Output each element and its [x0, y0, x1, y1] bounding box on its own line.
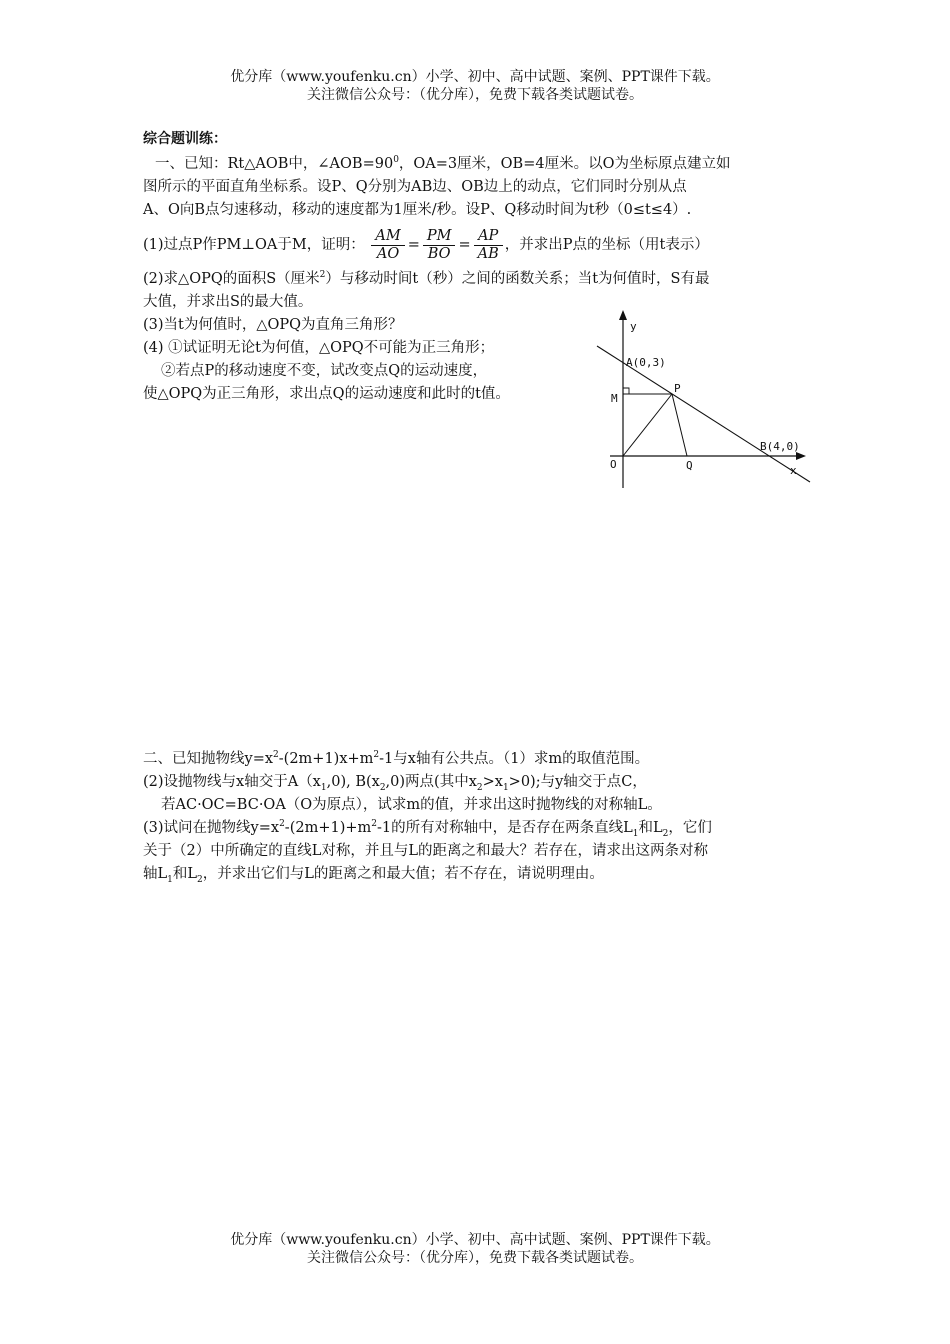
p1-question-2-line-1: [143, 268, 811, 291]
frac3-denominator: AB: [477, 245, 499, 262]
p2-l2-a: (2)设抛物线与x轴交于A（x: [143, 774, 321, 790]
x-axis-arrow: [796, 452, 806, 460]
p1-question-4-line-2: ②若点P的移动速度不变，试改变点Q的运动速度，: [161, 363, 488, 379]
frac1-denominator: AO: [376, 245, 400, 262]
p2-l6-s2: 2: [197, 874, 203, 885]
section-title: 综合题训练：: [143, 131, 227, 147]
p2-l4-s1: 1: [632, 828, 639, 839]
p2-l4-c: -1的所有对称轴中，是否存在两条直线L: [377, 820, 633, 836]
label-x: x: [790, 464, 797, 477]
segment-op: [623, 394, 672, 456]
page-header: [0, 68, 950, 104]
q1-suffix: ，并求出P点的坐标（用t表示）: [504, 237, 709, 253]
p2-line-4: [143, 817, 811, 840]
label-b: B(4,0): [760, 440, 800, 453]
fraction-am-ao: [371, 228, 404, 263]
p2-l6-s1: 1: [167, 874, 173, 885]
footer-line-2: 关注微信公众号：（优分库），免费下载各类试题试卷。: [307, 1250, 643, 1266]
label-y: y: [630, 320, 637, 333]
p2-line-6: [143, 863, 811, 886]
p2-line-1: [143, 748, 811, 771]
label-m: M: [611, 392, 618, 405]
p2-l2-d: >x: [482, 774, 503, 790]
p1-intro-text-a: 一、已知：Rt△AOB中，∠AOB=90: [155, 156, 394, 172]
p2-l4-b: -(2m+1)+m: [284, 820, 372, 836]
p2-l1-c: -1与x轴有公共点。（1）求m的取值范围。: [379, 751, 650, 767]
fraction-ap-ab: [474, 228, 503, 263]
p2-l4-sup2: 2: [371, 819, 377, 830]
p2-l1-sup2: 2: [373, 750, 380, 761]
p2-l1-a: 二、已知抛物线y=x: [143, 751, 274, 767]
p2-l1-b: -(2m+1)x+m: [278, 751, 374, 767]
p2-l2-s2: 2: [379, 782, 386, 793]
fraction-pm-bo: [423, 228, 456, 263]
p1-question-4-line-3: 使△OPQ为正三角形，求出点Q的运动速度和此时的t值。: [143, 386, 510, 402]
p1-question-2-line-2: 大值，并求出S的最大值。: [143, 294, 313, 310]
q2-sup: 2: [319, 270, 326, 281]
p2-l2-s1: 1: [320, 782, 327, 793]
p1-intro-line-1: [143, 153, 811, 176]
problem-2: [143, 748, 811, 886]
p2-l2-s3: 2: [476, 782, 483, 793]
p2-l4-d: 和L: [638, 820, 663, 836]
frac3-numerator: AP: [474, 228, 503, 246]
p2-l4-a: (3)试问在抛物线y=x: [143, 820, 280, 836]
q2-text-a: (2)求△OPQ的面积S（厘米: [143, 271, 320, 287]
p2-l2-e: >0);与y轴交于点C，: [508, 774, 647, 790]
frac1-numerator: AM: [371, 228, 404, 246]
p1-question-1: [143, 222, 811, 268]
p2-l6-a: 轴L: [143, 866, 168, 882]
frac2-denominator: BO: [427, 245, 451, 262]
p2-l1-sup1: 2: [273, 750, 279, 761]
p1-intro-text-b: ，OA=3厘米，OB=4厘米。以O为坐标原点建立如: [398, 156, 731, 172]
label-p: P: [674, 382, 681, 395]
p1-intro-line-2: 图所示的平面直角坐标系。设P、Q分别为AB边、OB边上的动点，它们同时分别从点: [143, 179, 687, 195]
p1-intro-line-3: A、O向B点匀速移动，移动的速度都为1厘米/秒。设P、Q移动时间为t秒（0≤t≤4）.: [143, 202, 692, 218]
label-a: A(0,3): [626, 356, 666, 369]
coordinate-figure: [590, 308, 816, 490]
p2-l2-c: ,0)两点(其中x: [385, 774, 477, 790]
p2-l6-c: ，并求出它们与L的距离之和最大值；若不存在，请说明理由。: [202, 866, 604, 882]
label-q: Q: [686, 459, 693, 472]
equals-sign-2: =: [458, 237, 471, 253]
header-line-1: 优分库（www.youfenku.cn）小学、初中、高中试题、案例、PPT课件下载。: [230, 69, 720, 85]
p2-l4-s2: 2: [662, 828, 669, 839]
p2-l4-e: ，它们: [668, 820, 712, 836]
page-footer: [0, 1231, 950, 1267]
y-axis-arrow: [619, 310, 627, 320]
p1-intro-sup: 0: [393, 155, 399, 166]
segment-pq: [672, 394, 687, 456]
p1-question-4-line-1: (4) ①试证明无论t为何值，△OPQ不可能为正三角形；: [143, 340, 495, 356]
p2-line-2: [143, 771, 811, 794]
p2-l2-b: ,0), B(x: [326, 774, 380, 790]
footer-line-1: 优分库（www.youfenku.cn）小学、初中、高中试题、案例、PPT课件下载。: [230, 1232, 720, 1248]
p1-question-3: (3)当t为何值时，△OPQ为直角三角形？: [143, 317, 403, 333]
label-o: O: [610, 458, 617, 471]
q2-text-b: ）与移动时间t（秒）之间的函数关系；当t为何值时，S有最: [325, 271, 710, 287]
p2-l2-s4: 1: [502, 782, 509, 793]
p2-line-3: 若AC·OC=BC·OA（O为原点），试求m的值，并求出这时抛物线的对称轴L。: [161, 797, 662, 813]
frac2-numerator: PM: [423, 228, 456, 246]
p2-l6-b: 和L: [172, 866, 198, 882]
q1-prefix: (1)过点P作PM⊥OA于M，证明：: [143, 237, 365, 253]
header-line-2: 关注微信公众号：（优分库），免费下载各类试题试卷。: [307, 87, 643, 103]
equals-sign-1: =: [407, 237, 420, 253]
p2-line-5: 关于（2）中所确定的直线L对称，并且与L的距离之和最大？若存在，请求出这两条对称: [143, 843, 708, 859]
right-angle-mark: [623, 388, 629, 394]
p2-l4-sup1: 2: [279, 819, 285, 830]
